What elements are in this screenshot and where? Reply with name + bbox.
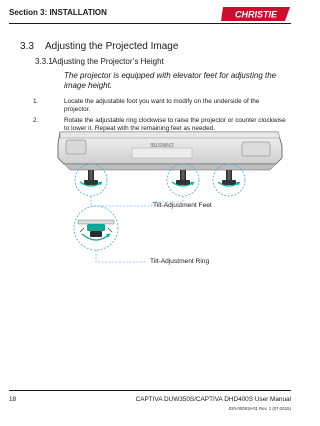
projector-illustration <box>56 124 290 274</box>
step-text: Rotate the adjustable ring clockwise to raise the projector or counter clockwise to lower it. Repeat with the remaining feet as needed. <box>64 116 286 133</box>
step-number: 1. <box>33 98 39 105</box>
step-text: Locate the adjustable foot you want to modify on the underside of the projector. <box>64 98 260 114</box>
ring-detail <box>74 206 118 250</box>
elevator-foot-right <box>222 170 236 185</box>
page-header <box>9 6 291 28</box>
logo-text: CHRISTIE <box>234 9 278 20</box>
page-number: 18 <box>9 396 17 403</box>
elevator-foot-left <box>84 170 98 185</box>
document-number: 020-000819-01 Rev. 1 (07-2015) <box>228 406 291 411</box>
header-rule <box>9 23 291 24</box>
subsection-number: 3.3.1 <box>35 57 53 66</box>
projector-logo: CHRISTIE <box>150 141 174 147</box>
rotation-arrows <box>80 182 240 186</box>
list-item <box>33 98 287 115</box>
footer-rule <box>9 390 291 391</box>
section-heading <box>20 41 178 52</box>
section-header: Section 3: INSTALLATION <box>9 8 107 17</box>
projector-body <box>58 132 282 170</box>
christie-logo <box>221 6 291 22</box>
tilt-adjustment-ring-label: Tilt-Adjustment Ring <box>150 258 210 265</box>
projector-figure <box>56 124 290 274</box>
tilt-adjustment-feet-label: Tilt-Adjustment Feet <box>153 202 212 209</box>
section-number: 3.3 <box>20 41 34 52</box>
subsection-heading <box>35 57 164 66</box>
ring-leader-line <box>96 250 146 262</box>
step-number: 2. <box>33 116 39 124</box>
intro-note: The projector is equipped with elevator feet for adjusting the image height. <box>64 71 277 90</box>
section-heading-text: Adjusting the Projected Image <box>45 41 179 52</box>
subsection-heading-text: Adjusting the Projector’s Height <box>52 57 164 66</box>
manual-title: CAPTIVA DUW350S/CAPTIVA DHD400S User Manual <box>135 396 291 403</box>
elevator-foot-middle <box>176 170 190 185</box>
